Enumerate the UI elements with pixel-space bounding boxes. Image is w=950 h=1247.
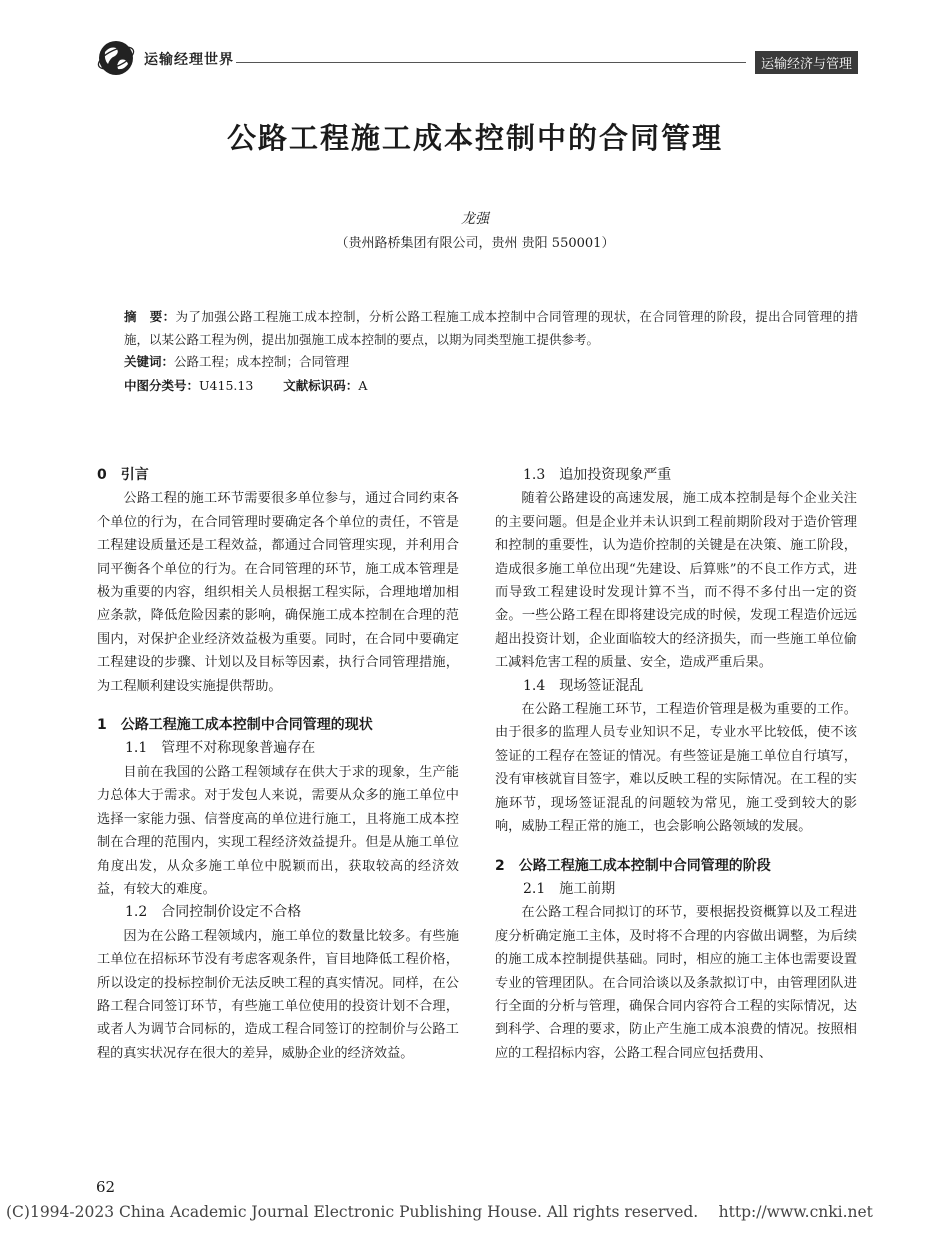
clc-label: 中图分类号： [124,378,200,393]
subsection-heading: 1.2 合同控制价设定不合格 [125,904,302,921]
keywords [124,352,349,370]
doc-code-value: A [358,378,368,393]
keywords-text: 公路工程；成本控制；合同管理 [174,354,350,369]
paper-title: 公路工程施工成本控制中的合同管理 [226,121,723,155]
section-heading: 2 公路工程施工成本控制中合同管理的阶段 [495,857,771,874]
subsection-heading: 1.4 现场签证混乱 [523,677,644,694]
paragraph: 随着公路建设的高速发展，施工成本控制是每个企业关注的主要问题。但是企业并未认识到工程前期阶段对于造价管理和控制的重要性，认为造价控制的关键是在决策、施工阶段，造成很多施工单位出现“先建设、后算账”的不良工作方式，进而导致工程建设时发现计算不当，而不得不多付出一定的资金。一些公路工程在即将建设完成的时候，发现工程造价远远超出投资计划，企业面临较大的经济损失，而一些施工单位偷工减料危害工程的质量、安全，造成严重后果。 [495,491,857,671]
journal-name: 运输经理世界 [144,52,234,68]
page-number: 62 [96,1178,116,1196]
paragraph: 因为在公路工程领域内，施工单位的数量比较多。有些施工单位在招标环节没有考虑客观条件，盲目地降低工程价格，所以设定的投标控制价无法反映工程的真实情况。同样，在公路工程合同签订环节，有些施工单位使用的投资计划不合理，或者人为调节合同标的，造成工程合同签订的控制价与公路工程的真实状况存在很大的差异，威胁企业的经济效益。 [97,928,459,1061]
classification [124,376,367,394]
abstract [124,305,858,351]
paragraph: 公路工程的施工环节需要很多单位参与，通过合同约束各个单位的行为，在合同管理时要确定各个单位的责任，不管是工程建设质量还是工程效益，都通过合同管理实现，并利用合同平衡各个单位的行为。在合同管理的环节，施工成本管理是极为重要的内容，组织相关人员根据工程实际，合理地增加相应条款，降低危险因素的影响，确保施工成本控制在合理的范围内，对保护企业经济效益极为重要。同时，在合同中要确定工程建设的步骤、计划以及目标等因素，执行合同管理措施，为工程顺利建设实施提供帮助。 [97,491,459,694]
paragraph: 目前在我国的公路工程领域存在供大于求的现象，生产能力总体大于需求。对于发包人来说，需要从众多的施工单位中选择一家能力强、信誉度高的单位进行施工，且将施工成本控制在合理的范围内，实现工程经济效益提升。但是从施工单位角度出发，从众多施工单位中脱颖而出，获取较高的经济效益，有较大的难度。 [97,764,459,897]
running-header [96,38,858,78]
right-column [495,464,857,1065]
author-affiliation: （贵州路桥集团有限公司，贵州 贵阳 550001） [335,236,615,251]
abstract-text: 为了加强公路工程施工成本控制，分析公路工程施工成本控制中合同管理的现状，在合同管理的阶段，提出合同管理的措施，以某公路工程为例，提出加强施工成本控制的要点，以期为同类型施工提供参考。 [124,309,858,347]
section-heading: 0 引言 [97,467,149,483]
author-name: 龙强 [461,211,489,227]
abstract-label: 摘 要： [124,309,176,324]
paragraph: 在公路工程施工环节，工程造价管理是极为重要的工作。由于很多的监理人员专业知识不足，专业水平比较低，使不该签证的工程存在签证的情况。有些签证是施工单位自行填写，没有审核就盲目签字，难以反映工程的实际情况。在工程的实施环节，现场签证混乱的问题较为常见，施工受到较大的影响，威胁工程正常的施工，也会影响公路领域的发展。 [495,702,857,835]
section-tag: 运输经济与管理 [755,51,858,74]
left-column [97,464,459,1065]
subsection-heading: 2.1 施工前期 [523,880,616,897]
copyright-footer: (C)1994-2023 China Academic Journal Electronic Publishing House. All rights reserved. http://www.cnki.net [6,1203,873,1221]
globe-icon [96,38,136,78]
section-heading: 1 公路工程施工成本控制中合同管理的现状 [97,717,373,734]
doc-code-label: 文献标识码： [283,378,359,393]
subsection-heading: 1.1 管理不对称现象普遍存在 [125,740,316,757]
keywords-label: 关键词： [124,354,175,369]
paragraph: 在公路工程合同拟订的环节，要根据投资概算以及工程进度分析确定施工主体，及时将不合理的内容做出调整，为后续的施工成本控制提供基础。同时，相应的施工主体也需要设置专业的管理团队。在合同洽谈以及条款拟订中，由管理团队进行全面的分析与管理，确保合同内容符合工程的实际情况，达到科学、合理的要求，防止产生施工成本浪费的情况。按照相应的工程招标内容，公路工程合同应包括费用、 [495,905,857,1061]
subsection-heading: 1.3 追加投资现象严重 [523,467,672,483]
clc-value: U415.13 [199,378,254,393]
header-rule [236,62,746,63]
